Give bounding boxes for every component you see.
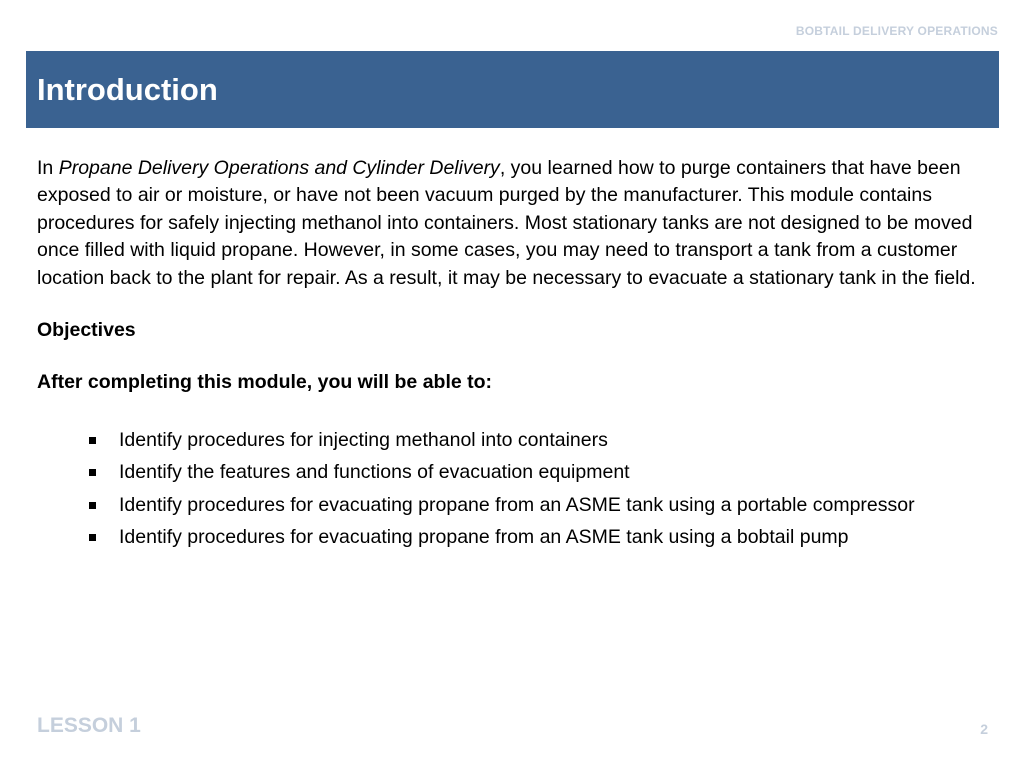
objective-item [119,427,977,454]
objective-item [119,492,977,519]
objectives-intro: After completing this module, you will be able to: [37,371,493,394]
objective-text: Identify procedures for injecting methanol into containers [119,428,608,451]
intro-body: , you learned how to purge containers that have been exposed to air or moisture, or have not been vacuum purged by the manufacturer. This module contains procedures for safely injecting methanol into containers. Most stationary tanks are not designed to be moved once filled with liquid propane. However, in some cases, you may need to transport a tank from a customer location back to the plant for repair. As a result, it may be necessary to evacuate a stationary tank in the field. [37,157,976,289]
square-bullet-icon [89,469,96,476]
lesson-label: LESSON 1 [37,714,141,737]
course-label: BOBTAIL DELIVERY OPERATIONS [795,24,998,38]
square-bullet-icon [89,437,96,444]
objectives-list [37,427,977,552]
objective-item [119,524,977,551]
objective-text: Identify the features and functions of evacuation equipment [119,461,630,484]
square-bullet-icon [89,534,96,541]
square-bullet-icon [89,502,96,509]
objective-text: Identify procedures for evacuating propane from an ASME tank using a portable compressor [119,493,915,516]
intro-prefix: In [37,157,59,179]
objectives-heading: Objectives [37,319,136,342]
title-bar [26,51,999,128]
intro-paragraph [37,155,977,292]
objective-item [119,459,977,486]
page-title: Introduction [37,72,218,107]
objective-text: Identify procedures for evacuating propane from an ASME tank using a bobtail pump [119,526,849,549]
slide-content [37,155,977,556]
intro-course-title: Propane Delivery Operations and Cylinder Delivery [58,157,500,179]
page-number: 2 [980,721,988,737]
